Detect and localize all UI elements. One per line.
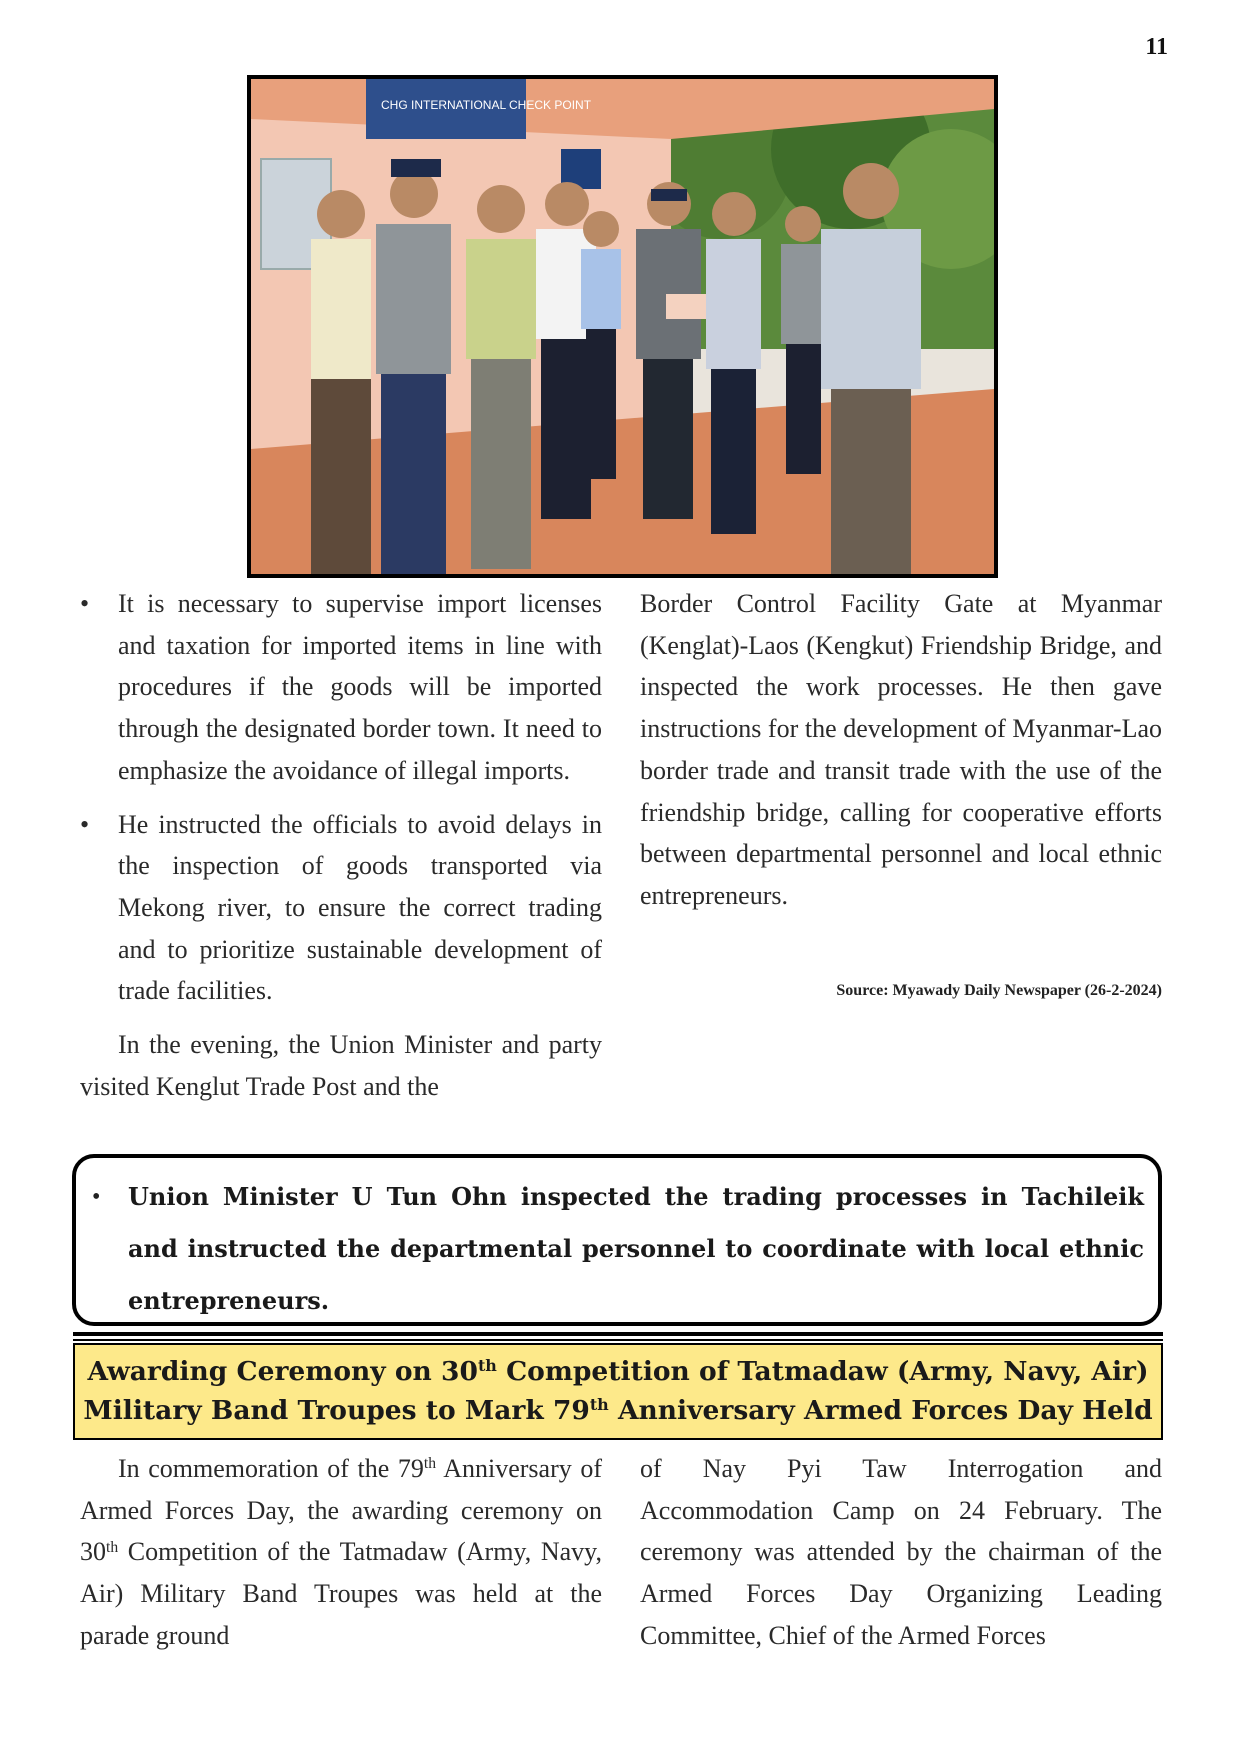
checkpoint-sign-text: CHG INTERNATIONAL CHECK POINT bbox=[381, 98, 592, 112]
superscript: th bbox=[423, 1455, 437, 1473]
article-paragraph bbox=[80, 1448, 602, 1657]
page-number: 11 bbox=[1145, 34, 1168, 60]
section-divider-thin bbox=[73, 1339, 1163, 1341]
bullet-item bbox=[80, 804, 602, 1013]
paragraph-text: Anniversary of Armed Forces Day, the awarding ceremony on 30 bbox=[80, 1454, 602, 1567]
heading-line-1 bbox=[75, 1352, 1161, 1391]
right-paragraph: Border Control Facility Gate at Myanmar (Kenglat)-Laos (Kengkut) Friendship Bridge, and inspected the work processes. He then gave instructions for the development of Myanmar-Lao border trade and transit trade with the use of the friendship bridge, calling for cooperative efforts between departmental personnel and local ethnic entrepreneurs. bbox=[640, 589, 1162, 910]
bullet-icon: • bbox=[80, 589, 90, 618]
article-heading bbox=[73, 1343, 1163, 1440]
bottom-left-column bbox=[80, 1448, 602, 1657]
paragraph-text: In commemoration of the 79 bbox=[118, 1454, 424, 1483]
article-paragraph: of Nay Pyi Taw Interrogation and Accommodation Camp on 24 February. The ceremony was attended by the chairman of the Armed Forces Day Organizing Leading Committee, Chief of the Armed Forces bbox=[640, 1454, 1162, 1650]
heading-text: Military Band Troupes to Mark 79 bbox=[83, 1395, 590, 1426]
left-column bbox=[80, 583, 602, 1107]
paragraph-text: Competition of the Tatmadaw (Army, Navy, Air) Military Band Troupes was held at the parade ground bbox=[80, 1537, 602, 1650]
section-divider bbox=[73, 1332, 1163, 1336]
highlight-box bbox=[72, 1154, 1162, 1326]
bullet-icon: • bbox=[80, 809, 90, 839]
heading-superscript: th bbox=[589, 1395, 609, 1415]
checkpoint-photo-illustration bbox=[251, 79, 994, 574]
heading-text: Awarding Ceremony on 30 bbox=[87, 1356, 478, 1387]
highlight-text: Union Minister U Tun Ohn inspected the trading processes in Tachileik and instructed the departmental personnel to coordinate with local ethnic entrepreneurs. bbox=[128, 1182, 1144, 1315]
heading-text: Competition of Tatmadaw (Army, Navy, Air) bbox=[496, 1356, 1149, 1387]
heading-superscript: th bbox=[477, 1356, 497, 1376]
left-paragraph: In the evening, the Union Minister and party visited Kenglut Trade Post and the bbox=[80, 1030, 602, 1101]
heading-text: Anniversary Armed Forces Day Held bbox=[608, 1395, 1153, 1426]
source-citation: Source: Myawady Daily Newspaper (26-2-2024) bbox=[836, 981, 1162, 999]
right-column bbox=[640, 583, 1162, 1001]
bullet-item bbox=[80, 583, 602, 792]
bullet-icon: • bbox=[92, 1184, 101, 1210]
bottom-right-column bbox=[640, 1448, 1162, 1657]
news-photo bbox=[247, 75, 998, 578]
superscript: th bbox=[106, 1538, 119, 1556]
bullet-text-2: He instructed the officials to avoid delays in the inspection of goods transported via Mekong river, to ensure the correct trading and to prioritize sustainable development of trade facilities. bbox=[118, 809, 602, 1006]
heading-line-2 bbox=[75, 1391, 1161, 1430]
bullet-text-1: It is necessary to supervise import licenses and taxation for imported items in line with procedures if the goods will be imported through the designated border town. It need to emphasize the avoidance of illegal imports. bbox=[118, 589, 602, 785]
